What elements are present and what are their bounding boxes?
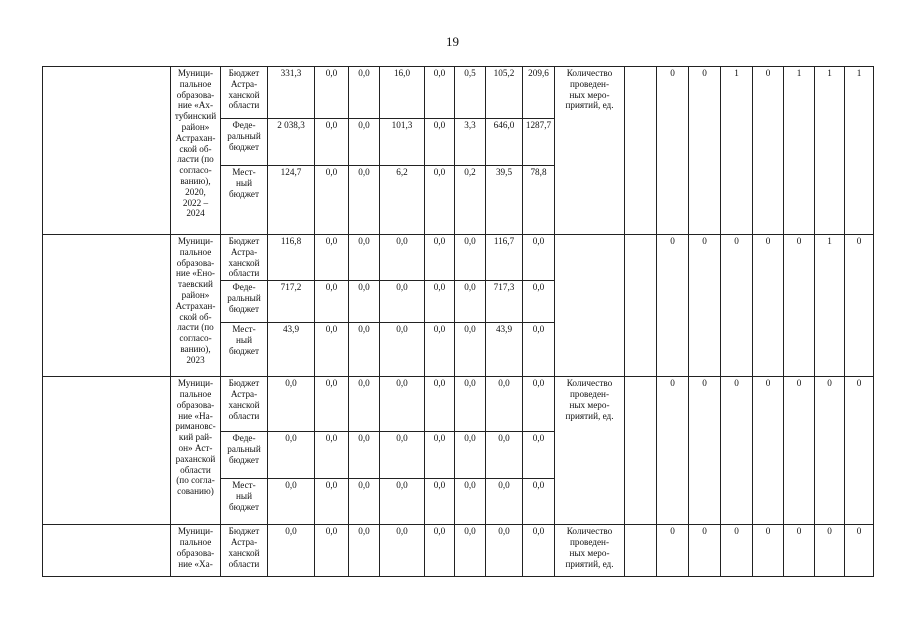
count-cell: 0: [815, 525, 845, 577]
table-row: [43, 67, 874, 119]
value-cell: 0,0: [380, 323, 425, 377]
value-cell: 209,6: [523, 67, 555, 119]
blank-cell: [625, 235, 657, 377]
count-cell: 0: [689, 525, 721, 577]
municipality-cell: Муници- пальное образова- ние «Ах- тубинский район» Астрахан- ской об- ласти (по согласо- ванию), 2020, 2022 – 2024: [171, 67, 221, 235]
value-cell: 0,0: [486, 377, 523, 432]
value-cell: 0,0: [380, 479, 425, 525]
value-cell: 0,0: [349, 377, 380, 432]
value-cell: 0,0: [425, 166, 455, 235]
value-cell: 0,0: [315, 525, 349, 577]
value-cell: 0,5: [455, 67, 486, 119]
count-cell: 0: [784, 377, 815, 525]
table-body: [43, 67, 874, 577]
value-cell: 0,0: [349, 235, 380, 281]
value-cell: 16,0: [380, 67, 425, 119]
value-cell: 0,0: [523, 235, 555, 281]
count-cell: 1: [815, 67, 845, 235]
value-cell: 124,7: [268, 166, 315, 235]
municipality-cell: Муници- пальное образова- ние «Ено- таевский район» Астрахан- ской об- ласти (по согласо- ванию), 2023: [171, 235, 221, 377]
value-cell: 0,0: [523, 377, 555, 432]
value-cell: 0,0: [268, 377, 315, 432]
indicator-cell: Количество проведен- ных меро- приятий, ед.: [555, 377, 625, 525]
count-cell: 0: [753, 67, 784, 235]
value-cell: 0,0: [425, 235, 455, 281]
blank-cell: [625, 525, 657, 577]
count-cell: 1: [784, 67, 815, 235]
value-cell: 0,0: [455, 235, 486, 281]
value-cell: 0,0: [455, 281, 486, 323]
value-cell: 0,0: [349, 323, 380, 377]
value-cell: 3,3: [455, 119, 486, 166]
value-cell: 39,5: [486, 166, 523, 235]
value-cell: 0,0: [349, 432, 380, 479]
value-cell: 0,0: [349, 67, 380, 119]
value-cell: 0,0: [455, 323, 486, 377]
count-cell: 1: [815, 235, 845, 377]
value-cell: 0,0: [425, 323, 455, 377]
value-cell: 0,0: [455, 377, 486, 432]
value-cell: 0,0: [523, 323, 555, 377]
count-cell: 0: [845, 525, 874, 577]
value-cell: 0,0: [523, 479, 555, 525]
value-cell: 0,0: [349, 525, 380, 577]
count-cell: 0: [689, 377, 721, 525]
value-cell: 0,0: [455, 525, 486, 577]
funding-source-cell: Бюджет Астра- ханской области: [221, 377, 268, 432]
value-cell: 0,0: [268, 432, 315, 479]
value-cell: 78,8: [523, 166, 555, 235]
budget-table: [42, 66, 874, 577]
indicator-cell: [555, 235, 625, 377]
funding-source-cell: Бюджет Астра- ханской области: [221, 525, 268, 577]
blank-cell: [43, 525, 171, 577]
value-cell: 0,0: [486, 525, 523, 577]
value-cell: 0,0: [380, 525, 425, 577]
count-cell: 0: [657, 377, 689, 525]
value-cell: 0,0: [315, 432, 349, 479]
value-cell: 6,2: [380, 166, 425, 235]
count-cell: 0: [753, 525, 784, 577]
value-cell: 0,0: [315, 479, 349, 525]
value-cell: 116,7: [486, 235, 523, 281]
count-cell: 0: [784, 235, 815, 377]
value-cell: 0,0: [268, 479, 315, 525]
value-cell: 0,0: [315, 166, 349, 235]
municipality-cell: Муници- пальное образова- ние «На- римановс- кий рай- он» Аст- раханской области (по согла- сованию): [171, 377, 221, 525]
funding-source-cell: Феде- ральный бюджет: [221, 432, 268, 479]
count-cell: 0: [657, 67, 689, 235]
count-cell: 0: [721, 377, 753, 525]
municipality-cell: Муници- пальное образова- ние «Ха-: [171, 525, 221, 577]
table-row: [43, 377, 874, 432]
table-row: [43, 525, 874, 577]
funding-source-cell: Мест- ный бюджет: [221, 323, 268, 377]
value-cell: 0,0: [455, 479, 486, 525]
count-cell: 0: [689, 67, 721, 235]
value-cell: 0,0: [315, 323, 349, 377]
value-cell: 0,0: [349, 119, 380, 166]
value-cell: 0,0: [315, 281, 349, 323]
count-cell: 0: [753, 235, 784, 377]
value-cell: 105,2: [486, 67, 523, 119]
value-cell: 0,0: [523, 432, 555, 479]
table-row: [43, 235, 874, 281]
value-cell: 717,3: [486, 281, 523, 323]
value-cell: 43,9: [268, 323, 315, 377]
count-cell: 0: [721, 235, 753, 377]
value-cell: 0,0: [425, 432, 455, 479]
funding-source-cell: Феде- ральный бюджет: [221, 119, 268, 166]
count-cell: 0: [753, 377, 784, 525]
value-cell: 2 038,3: [268, 119, 315, 166]
count-cell: 0: [657, 525, 689, 577]
value-cell: 0,0: [380, 432, 425, 479]
funding-source-cell: Феде- ральный бюджет: [221, 281, 268, 323]
value-cell: 1287,7: [523, 119, 555, 166]
value-cell: 0,0: [315, 67, 349, 119]
value-cell: 331,3: [268, 67, 315, 119]
value-cell: 101,3: [380, 119, 425, 166]
value-cell: 0,0: [523, 525, 555, 577]
value-cell: 0,0: [315, 235, 349, 281]
indicator-cell: Количество проведен- ных меро- приятий, ед.: [555, 67, 625, 235]
value-cell: 0,0: [380, 377, 425, 432]
value-cell: 0,0: [349, 166, 380, 235]
value-cell: 0,0: [380, 235, 425, 281]
count-cell: 0: [845, 235, 874, 377]
value-cell: 0,0: [425, 67, 455, 119]
blank-cell: [43, 377, 171, 525]
blank-cell: [43, 235, 171, 377]
funding-source-cell: Мест- ный бюджет: [221, 166, 268, 235]
count-cell: 1: [845, 67, 874, 235]
funding-source-cell: Бюджет Астра- ханской области: [221, 235, 268, 281]
value-cell: 0,0: [349, 479, 380, 525]
blank-cell: [625, 377, 657, 525]
value-cell: 0,0: [523, 281, 555, 323]
page-number: 19: [446, 34, 459, 49]
indicator-cell: Количество проведен- ных меро- приятий, ед.: [555, 525, 625, 577]
value-cell: 0,2: [455, 166, 486, 235]
value-cell: 0,0: [380, 281, 425, 323]
value-cell: 43,9: [486, 323, 523, 377]
value-cell: 0,0: [486, 432, 523, 479]
value-cell: 0,0: [425, 119, 455, 166]
value-cell: 0,0: [425, 281, 455, 323]
count-cell: 0: [845, 377, 874, 525]
value-cell: 0,0: [268, 525, 315, 577]
count-cell: 0: [815, 377, 845, 525]
value-cell: 0,0: [315, 119, 349, 166]
value-cell: 0,0: [425, 479, 455, 525]
value-cell: 646,0: [486, 119, 523, 166]
value-cell: 0,0: [315, 377, 349, 432]
funding-source-cell: Мест- ный бюджет: [221, 479, 268, 525]
blank-cell: [43, 67, 171, 235]
value-cell: 0,0: [455, 432, 486, 479]
blank-cell: [625, 67, 657, 235]
value-cell: 0,0: [486, 479, 523, 525]
value-cell: 116,8: [268, 235, 315, 281]
count-cell: 1: [721, 67, 753, 235]
funding-source-cell: Бюджет Астра- ханской области: [221, 67, 268, 119]
value-cell: 0,0: [425, 377, 455, 432]
count-cell: 0: [721, 525, 753, 577]
value-cell: 0,0: [425, 525, 455, 577]
count-cell: 0: [689, 235, 721, 377]
count-cell: 0: [657, 235, 689, 377]
value-cell: 0,0: [349, 281, 380, 323]
count-cell: 0: [784, 525, 815, 577]
value-cell: 717,2: [268, 281, 315, 323]
